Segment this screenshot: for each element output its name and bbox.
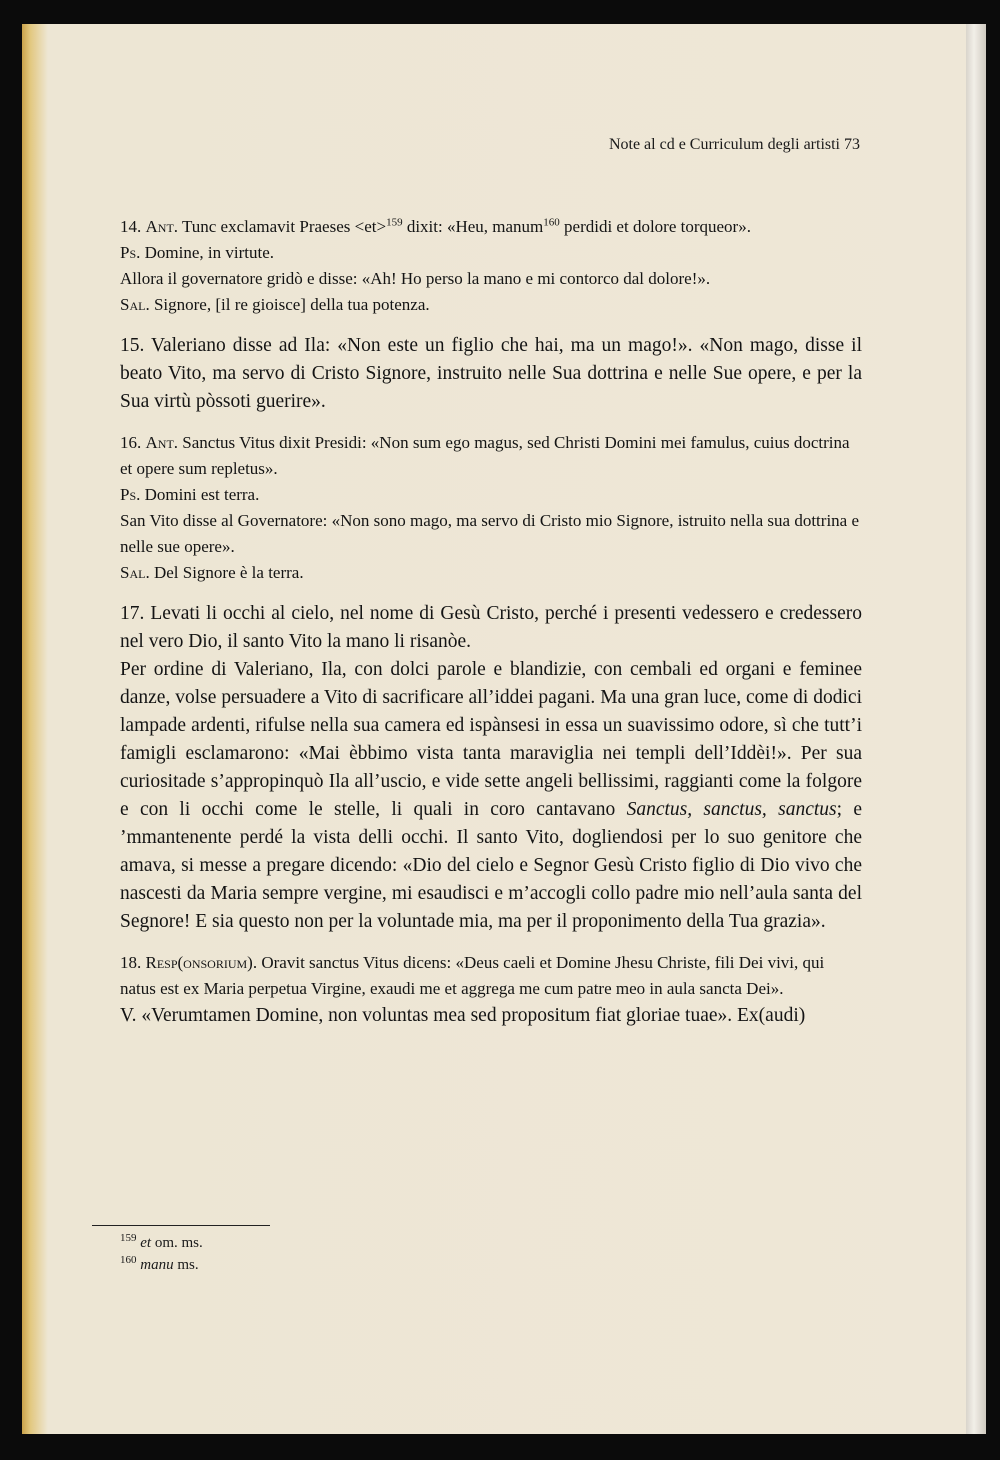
psalm-16: Ps. Domini est terra. [120,485,260,504]
antiphon-14: 14. Ant. Tunc exclamavit Praeses <et>$^{159}$ dixit: «Heu, manum$^{160}$ perdidi et dolore torqueor». [120,216,751,236]
antiphon-16: 16. Ant. Sanctus Vitus dixit Presidi: «Non sum ego magus, sed Christi Domini mei famulus, cuius doctrina et opere sum repletus». [120,433,850,478]
page-number: 73 [844,136,860,153]
translation-16: San Vito disse al Governatore: «Non sono mago, ma servo di Cristo mio Signore, istruito nella sua dottrina e nelle sue opere». [120,511,860,556]
section-15: 15. Valeriano disse ad Ila: «Non este un figlio che hai, ma un mago!». «Non mago, disse il beato Vito, ma servo di Cristo Signore, instruito nelle Sua dottrina e nelle Sue opere, e per la Sua virtù pòssoti guerire». [120,335,862,412]
running-title: Note al cd e Curriculum degli artisti [608,136,840,153]
paragraph-17: 17. Levati li occhi al cielo, nel nome di Gesù Cristo, perché i presenti vedessero e credessero nel vero Dio, il santo Vito la mano li risanòe. [120,603,862,652]
page-edge [966,24,986,1434]
footnote-159: $^{159}$ et om. ms. [120,1232,203,1251]
translation-14: Allora il governatore gridò e disse: «Ah! Ho perso la mano e mi contorco dal dolore!». [120,269,711,288]
verse-18: V. «Verumtamen Domine, non voluntas mea sed propositum fiat gloriae tuae». Ex(audi) [120,1005,806,1026]
section-16 [120,430,862,586]
page-body [120,214,862,1030]
salmo-16: Sal. Del Signore è la terra. [120,563,304,582]
salmo-14: Sal. Signore, [il re gioisce] della tua potenza. [120,295,430,314]
footnote-rule [92,1225,270,1226]
footnote-ref-160: 160 [543,216,560,229]
responsorium-18: 18. Resp(onsorium). Oravit sanctus Vitus dicens: «Deus caeli et Domine Jhesu Christe, fili Dei vivi, qui natus est ex Maria perpetua Virgine, exaudi me et aggrega me cum patre meo in aula sancta Dei». [120,953,825,998]
paragraph-17-body: Per ordine di Valeriano, Ila, con dolci parole e blandizie, con cembali ed organi e feminee danze, volse persuadere a Vito di sacrificare all’iddei pagani. Ma una gran luce, come di dodici lampade ardenti, rifulse nella sua camera ed ispànsesi in essa un suavissimo odore, sì che tutt’i famigli esclamarono: «Mai èbbimo vista tanta maraviglia nei templi dell’Iddèi!». Per sua curiositade s’appropinquò Ila all’uscio, e vide sette angeli bellissimi, raggianti come la folgore e con li occhi come le stelle, li quali in coro cantavano Sanctus, sanctus, sanctus; e ’mmantenente perdé la vista delli occhi. Il santo Vito, dogliendosi per lo suo genitore che amava, si messe a pregare dicendo: «Dio del cielo e Segnor Gesù Cristo figlio di Dio vivo che nascesti da Maria sempre vergine, mi esaudisci e m’accogli collo padre mio nell’aula santa del Segnore! E sia questo non per la voluntade mia, ma per il proponimento della Tua grazia». [120,659,862,932]
section-14 [120,214,862,318]
running-header [560,136,860,154]
footnote-ref-159: 159 [386,216,403,229]
section-18 [120,950,862,1030]
psalm-14: Ps. Domine, in virtute. [120,243,275,262]
footnote-160: $^{160}$ manu ms. [120,1254,199,1273]
footnotes [120,1232,203,1276]
section-17 [120,600,862,936]
sanctus-italic: Sanctus, sanctus, sanctus [626,799,837,820]
